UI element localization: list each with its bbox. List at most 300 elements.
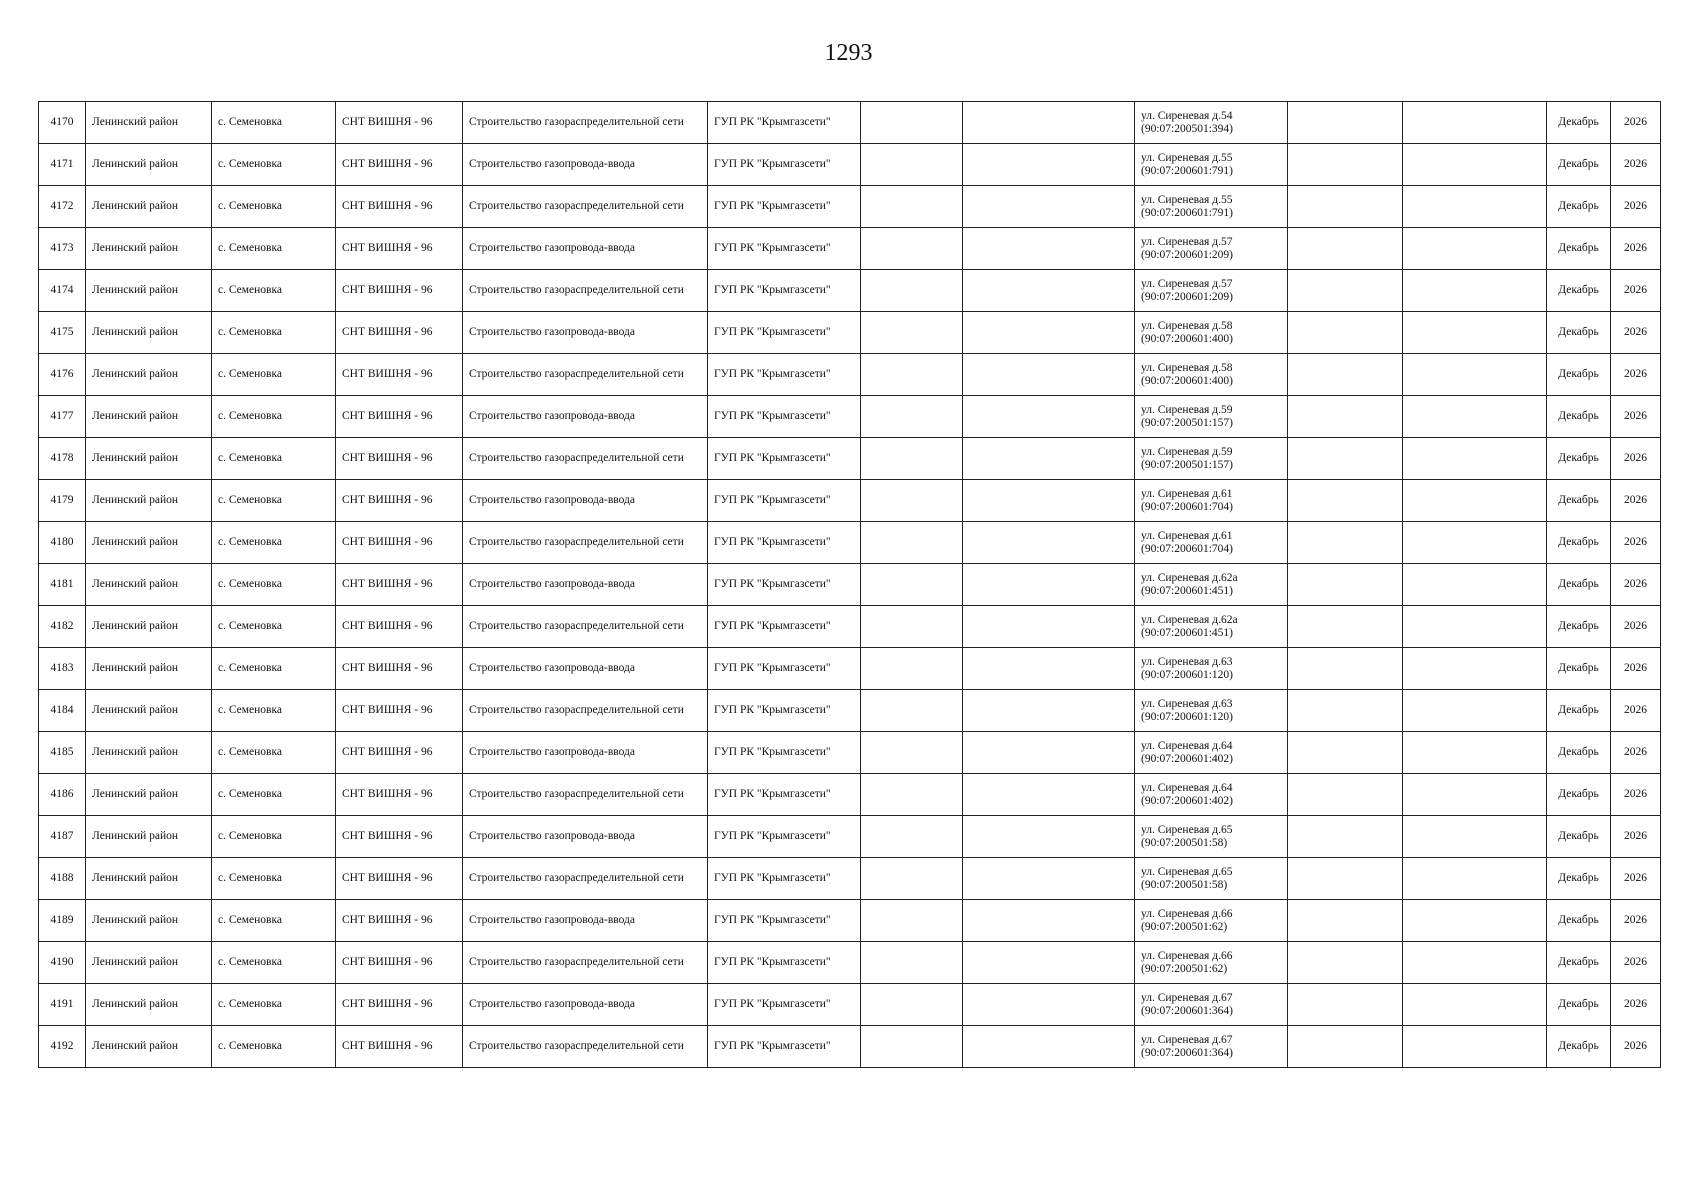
- cadastre-number: (90:07:200601:364): [1141, 1004, 1233, 1017]
- cell-empty-1: [861, 732, 963, 774]
- cell-address: [1135, 858, 1288, 900]
- cell-district: Ленинский район: [86, 648, 212, 690]
- cell-address: [1135, 732, 1288, 774]
- cadastre-number: (90:07:200501:58): [1141, 836, 1228, 849]
- cell-district: Ленинский район: [86, 942, 212, 984]
- cell-empty-3: [1288, 522, 1403, 564]
- table-row: [39, 606, 1661, 648]
- cell-empty-3: [1288, 648, 1403, 690]
- cell-object: Строительство газопровода-ввода: [463, 648, 708, 690]
- cell-empty-2: [963, 564, 1135, 606]
- cell-empty-2: [963, 858, 1135, 900]
- cell-empty-2: [963, 984, 1135, 1026]
- cell-empty-1: [861, 270, 963, 312]
- cell-empty-2: [963, 900, 1135, 942]
- cell-organization: ГУП РК "Крымгазсети": [708, 228, 861, 270]
- cadastre-number: (90:07:200501:394): [1141, 122, 1233, 135]
- cell-empty-1: [861, 522, 963, 564]
- cell-empty-4: [1403, 900, 1547, 942]
- cell-object: Строительство газопровода-ввода: [463, 732, 708, 774]
- cell-organization: ГУП РК "Крымгазсети": [708, 816, 861, 858]
- cell-village: с. Семеновка: [212, 228, 336, 270]
- cell-empty-3: [1288, 606, 1403, 648]
- cell-year: 2026: [1611, 690, 1661, 732]
- cadastre-number: (90:07:200601:791): [1141, 206, 1233, 219]
- cell-empty-3: [1288, 144, 1403, 186]
- cell-snt: СНТ ВИШНЯ - 96: [336, 186, 463, 228]
- cell-year: 2026: [1611, 984, 1661, 1026]
- address-line: ул. Сиреневая д.55: [1141, 151, 1233, 164]
- cell-year: 2026: [1611, 816, 1661, 858]
- cell-address: [1135, 228, 1288, 270]
- cell-number: 4173: [39, 228, 86, 270]
- cell-snt: СНТ ВИШНЯ - 96: [336, 816, 463, 858]
- cell-address: [1135, 606, 1288, 648]
- cell-year: 2026: [1611, 522, 1661, 564]
- cell-organization: ГУП РК "Крымгазсети": [708, 144, 861, 186]
- table-row: [39, 900, 1661, 942]
- table-row: [39, 480, 1661, 522]
- cell-empty-3: [1288, 396, 1403, 438]
- cadastre-number: (90:07:200601:209): [1141, 290, 1233, 303]
- cell-district: Ленинский район: [86, 186, 212, 228]
- cell-empty-2: [963, 312, 1135, 354]
- cell-empty-4: [1403, 984, 1547, 1026]
- cell-empty-4: [1403, 858, 1547, 900]
- cell-snt: СНТ ВИШНЯ - 96: [336, 774, 463, 816]
- cell-number: 4177: [39, 396, 86, 438]
- cell-empty-2: [963, 186, 1135, 228]
- cell-year: 2026: [1611, 270, 1661, 312]
- address-line: ул. Сиреневая д.62а: [1141, 571, 1238, 584]
- cell-empty-4: [1403, 438, 1547, 480]
- cell-address: [1135, 312, 1288, 354]
- cell-number: 4186: [39, 774, 86, 816]
- cell-snt: СНТ ВИШНЯ - 96: [336, 1026, 463, 1068]
- cell-district: Ленинский район: [86, 858, 212, 900]
- cell-month: Декабрь: [1547, 270, 1611, 312]
- cell-empty-4: [1403, 1026, 1547, 1068]
- cell-number: 4170: [39, 102, 86, 144]
- cell-number: 4171: [39, 144, 86, 186]
- cell-month: Декабрь: [1547, 900, 1611, 942]
- cell-empty-4: [1403, 102, 1547, 144]
- cell-address: [1135, 144, 1288, 186]
- cell-village: с. Семеновка: [212, 984, 336, 1026]
- cell-district: Ленинский район: [86, 270, 212, 312]
- cadastre-number: (90:07:200601:400): [1141, 374, 1233, 387]
- cell-district: Ленинский район: [86, 1026, 212, 1068]
- cadastre-number: (90:07:200501:157): [1141, 416, 1233, 429]
- cell-district: Ленинский район: [86, 480, 212, 522]
- cell-village: с. Семеновка: [212, 942, 336, 984]
- cell-month: Декабрь: [1547, 732, 1611, 774]
- cell-district: Ленинский район: [86, 312, 212, 354]
- cell-year: 2026: [1611, 1026, 1661, 1068]
- cell-empty-1: [861, 774, 963, 816]
- table-row: [39, 438, 1661, 480]
- cell-organization: ГУП РК "Крымгазсети": [708, 522, 861, 564]
- cell-object: Строительство газораспределительной сети: [463, 102, 708, 144]
- cell-empty-4: [1403, 144, 1547, 186]
- cell-empty-2: [963, 144, 1135, 186]
- cell-district: Ленинский район: [86, 228, 212, 270]
- cell-object: Строительство газораспределительной сети: [463, 186, 708, 228]
- cell-snt: СНТ ВИШНЯ - 96: [336, 984, 463, 1026]
- cell-village: с. Семеновка: [212, 648, 336, 690]
- table-row: [39, 396, 1661, 438]
- cell-number: 4189: [39, 900, 86, 942]
- cell-address: [1135, 942, 1288, 984]
- address-line: ул. Сиреневая д.55: [1141, 193, 1233, 206]
- cell-number: 4192: [39, 1026, 86, 1068]
- cell-snt: СНТ ВИШНЯ - 96: [336, 438, 463, 480]
- cell-empty-2: [963, 606, 1135, 648]
- cell-empty-4: [1403, 942, 1547, 984]
- address-line: ул. Сиреневая д.61: [1141, 529, 1233, 542]
- cell-month: Декабрь: [1547, 228, 1611, 270]
- cell-empty-1: [861, 228, 963, 270]
- cell-empty-2: [963, 438, 1135, 480]
- table-row: [39, 774, 1661, 816]
- cell-snt: СНТ ВИШНЯ - 96: [336, 648, 463, 690]
- cell-month: Декабрь: [1547, 102, 1611, 144]
- cell-object: Строительство газопровода-ввода: [463, 228, 708, 270]
- cell-empty-3: [1288, 984, 1403, 1026]
- cell-empty-1: [861, 144, 963, 186]
- cell-empty-1: [861, 564, 963, 606]
- cadastre-number: (90:07:200501:62): [1141, 920, 1228, 933]
- cell-year: 2026: [1611, 312, 1661, 354]
- cell-empty-2: [963, 690, 1135, 732]
- cell-district: Ленинский район: [86, 396, 212, 438]
- cell-village: с. Семеновка: [212, 438, 336, 480]
- cell-empty-2: [963, 396, 1135, 438]
- cell-object: Строительство газопровода-ввода: [463, 480, 708, 522]
- table-row: [39, 564, 1661, 606]
- cell-year: 2026: [1611, 480, 1661, 522]
- table-row: [39, 228, 1661, 270]
- cell-empty-2: [963, 648, 1135, 690]
- cell-organization: ГУП РК "Крымгазсети": [708, 690, 861, 732]
- cell-year: 2026: [1611, 186, 1661, 228]
- address-line: ул. Сиреневая д.66: [1141, 949, 1233, 962]
- cell-number: 4179: [39, 480, 86, 522]
- cell-district: Ленинский район: [86, 690, 212, 732]
- cell-number: 4185: [39, 732, 86, 774]
- cell-empty-3: [1288, 690, 1403, 732]
- cell-month: Декабрь: [1547, 312, 1611, 354]
- cell-month: Декабрь: [1547, 606, 1611, 648]
- cell-year: 2026: [1611, 102, 1661, 144]
- cell-organization: ГУП РК "Крымгазсети": [708, 942, 861, 984]
- cell-empty-3: [1288, 228, 1403, 270]
- cell-empty-2: [963, 942, 1135, 984]
- cell-district: Ленинский район: [86, 984, 212, 1026]
- page-number: 1293: [824, 40, 873, 66]
- cell-empty-1: [861, 606, 963, 648]
- cell-year: 2026: [1611, 564, 1661, 606]
- cell-empty-2: [963, 1026, 1135, 1068]
- cell-object: Строительство газораспределительной сети: [463, 606, 708, 648]
- table-row: [39, 312, 1661, 354]
- cell-month: Декабрь: [1547, 354, 1611, 396]
- cell-month: Декабрь: [1547, 480, 1611, 522]
- cell-number: 4190: [39, 942, 86, 984]
- address-line: ул. Сиреневая д.64: [1141, 739, 1233, 752]
- cell-year: 2026: [1611, 396, 1661, 438]
- cell-month: Декабрь: [1547, 522, 1611, 564]
- cell-village: с. Семеновка: [212, 144, 336, 186]
- cadastre-number: (90:07:200601:120): [1141, 710, 1233, 723]
- cell-empty-2: [963, 480, 1135, 522]
- cell-address: [1135, 438, 1288, 480]
- cell-village: с. Семеновка: [212, 690, 336, 732]
- cell-month: Декабрь: [1547, 1026, 1611, 1068]
- cell-year: 2026: [1611, 942, 1661, 984]
- cell-snt: СНТ ВИШНЯ - 96: [336, 312, 463, 354]
- cell-district: Ленинский район: [86, 564, 212, 606]
- cell-empty-1: [861, 1026, 963, 1068]
- cell-empty-4: [1403, 186, 1547, 228]
- address-line: ул. Сиреневая д.62а: [1141, 613, 1238, 626]
- cell-year: 2026: [1611, 438, 1661, 480]
- cell-month: Декабрь: [1547, 816, 1611, 858]
- cell-year: 2026: [1611, 774, 1661, 816]
- cell-organization: ГУП РК "Крымгазсети": [708, 732, 861, 774]
- cell-empty-1: [861, 480, 963, 522]
- cadastre-number: (90:07:200601:209): [1141, 248, 1233, 261]
- cell-empty-3: [1288, 312, 1403, 354]
- cell-empty-2: [963, 228, 1135, 270]
- cell-snt: СНТ ВИШНЯ - 96: [336, 900, 463, 942]
- address-line: ул. Сиреневая д.63: [1141, 697, 1233, 710]
- cell-number: 4178: [39, 438, 86, 480]
- cell-village: с. Семеновка: [212, 774, 336, 816]
- cell-object: Строительство газораспределительной сети: [463, 774, 708, 816]
- cell-empty-4: [1403, 522, 1547, 564]
- cell-empty-1: [861, 690, 963, 732]
- table-row: [39, 1026, 1661, 1068]
- cell-empty-3: [1288, 564, 1403, 606]
- cell-district: Ленинский район: [86, 774, 212, 816]
- cell-village: с. Семеновка: [212, 396, 336, 438]
- cell-district: Ленинский район: [86, 438, 212, 480]
- cell-organization: ГУП РК "Крымгазсети": [708, 900, 861, 942]
- cell-number: 4181: [39, 564, 86, 606]
- cell-snt: СНТ ВИШНЯ - 96: [336, 144, 463, 186]
- cell-empty-4: [1403, 648, 1547, 690]
- table-row: [39, 816, 1661, 858]
- cell-village: с. Семеновка: [212, 606, 336, 648]
- cell-object: Строительство газораспределительной сети: [463, 858, 708, 900]
- cell-snt: СНТ ВИШНЯ - 96: [336, 354, 463, 396]
- cell-empty-4: [1403, 564, 1547, 606]
- cell-empty-3: [1288, 354, 1403, 396]
- cell-empty-2: [963, 522, 1135, 564]
- cell-empty-1: [861, 648, 963, 690]
- address-line: ул. Сиреневая д.65: [1141, 865, 1233, 878]
- address-line: ул. Сиреневая д.67: [1141, 991, 1233, 1004]
- address-line: ул. Сиреневая д.61: [1141, 487, 1233, 500]
- cell-month: Декабрь: [1547, 396, 1611, 438]
- cell-address: [1135, 480, 1288, 522]
- cell-empty-1: [861, 312, 963, 354]
- cell-village: с. Семеновка: [212, 354, 336, 396]
- cell-empty-3: [1288, 186, 1403, 228]
- cell-month: Декабрь: [1547, 648, 1611, 690]
- cell-month: Декабрь: [1547, 942, 1611, 984]
- cell-village: с. Семеновка: [212, 270, 336, 312]
- cell-empty-4: [1403, 606, 1547, 648]
- cell-district: Ленинский район: [86, 354, 212, 396]
- address-line: ул. Сиреневая д.65: [1141, 823, 1233, 836]
- cell-empty-3: [1288, 480, 1403, 522]
- table-row: [39, 186, 1661, 228]
- cell-address: [1135, 270, 1288, 312]
- cell-empty-3: [1288, 900, 1403, 942]
- cadastre-number: (90:07:200601:402): [1141, 794, 1233, 807]
- cadastre-number: (90:07:200601:704): [1141, 542, 1233, 555]
- cell-empty-4: [1403, 396, 1547, 438]
- cell-object: Строительство газопровода-ввода: [463, 144, 708, 186]
- cell-empty-3: [1288, 270, 1403, 312]
- cell-address: [1135, 522, 1288, 564]
- cell-object: Строительство газопровода-ввода: [463, 984, 708, 1026]
- cell-month: Декабрь: [1547, 984, 1611, 1026]
- cell-empty-2: [963, 102, 1135, 144]
- cadastre-number: (90:07:200501:62): [1141, 962, 1228, 975]
- cell-address: [1135, 186, 1288, 228]
- cell-organization: ГУП РК "Крымгазсети": [708, 270, 861, 312]
- cadastre-number: (90:07:200601:791): [1141, 164, 1233, 177]
- cell-object: Строительство газопровода-ввода: [463, 564, 708, 606]
- cell-organization: ГУП РК "Крымгазсети": [708, 438, 861, 480]
- cell-village: с. Семеновка: [212, 522, 336, 564]
- register-table: [38, 101, 1661, 1068]
- cell-village: с. Семеновка: [212, 1026, 336, 1068]
- cell-month: Декабрь: [1547, 438, 1611, 480]
- cell-village: с. Семеновка: [212, 858, 336, 900]
- cell-empty-2: [963, 270, 1135, 312]
- cell-year: 2026: [1611, 144, 1661, 186]
- cell-address: [1135, 690, 1288, 732]
- cell-snt: СНТ ВИШНЯ - 96: [336, 858, 463, 900]
- cell-month: Декабрь: [1547, 690, 1611, 732]
- cell-empty-3: [1288, 858, 1403, 900]
- cell-empty-3: [1288, 102, 1403, 144]
- cell-address: [1135, 648, 1288, 690]
- cell-empty-4: [1403, 774, 1547, 816]
- cell-object: Строительство газопровода-ввода: [463, 312, 708, 354]
- cell-year: 2026: [1611, 354, 1661, 396]
- cell-snt: СНТ ВИШНЯ - 96: [336, 690, 463, 732]
- cell-empty-4: [1403, 480, 1547, 522]
- cell-empty-2: [963, 816, 1135, 858]
- cell-address: [1135, 102, 1288, 144]
- cadastre-number: (90:07:200601:402): [1141, 752, 1233, 765]
- cell-month: Декабрь: [1547, 858, 1611, 900]
- address-line: ул. Сиреневая д.64: [1141, 781, 1233, 794]
- cell-year: 2026: [1611, 732, 1661, 774]
- cell-year: 2026: [1611, 900, 1661, 942]
- cell-snt: СНТ ВИШНЯ - 96: [336, 102, 463, 144]
- cell-snt: СНТ ВИШНЯ - 96: [336, 396, 463, 438]
- cadastre-number: (90:07:200601:400): [1141, 332, 1233, 345]
- cell-snt: СНТ ВИШНЯ - 96: [336, 564, 463, 606]
- cell-empty-3: [1288, 942, 1403, 984]
- cell-address: [1135, 774, 1288, 816]
- cell-village: с. Семеновка: [212, 480, 336, 522]
- cell-empty-3: [1288, 816, 1403, 858]
- cell-village: с. Семеновка: [212, 186, 336, 228]
- cadastre-number: (90:07:200501:157): [1141, 458, 1233, 471]
- cell-empty-4: [1403, 732, 1547, 774]
- cell-year: 2026: [1611, 858, 1661, 900]
- cell-year: 2026: [1611, 228, 1661, 270]
- cell-snt: СНТ ВИШНЯ - 96: [336, 732, 463, 774]
- cell-empty-4: [1403, 228, 1547, 270]
- cell-organization: ГУП РК "Крымгазсети": [708, 648, 861, 690]
- cell-organization: ГУП РК "Крымгазсети": [708, 102, 861, 144]
- cell-number: 4187: [39, 816, 86, 858]
- cell-snt: СНТ ВИШНЯ - 96: [336, 606, 463, 648]
- cell-object: Строительство газораспределительной сети: [463, 942, 708, 984]
- cell-number: 4175: [39, 312, 86, 354]
- cell-empty-1: [861, 396, 963, 438]
- cell-organization: ГУП РК "Крымгазсети": [708, 984, 861, 1026]
- cell-number: 4188: [39, 858, 86, 900]
- cell-organization: ГУП РК "Крымгазсети": [708, 774, 861, 816]
- cell-object: Строительство газопровода-ввода: [463, 396, 708, 438]
- cell-address: [1135, 564, 1288, 606]
- cell-address: [1135, 900, 1288, 942]
- cell-month: Декабрь: [1547, 144, 1611, 186]
- cell-number: 4176: [39, 354, 86, 396]
- cadastre-number: (90:07:200601:364): [1141, 1046, 1233, 1059]
- table-row: [39, 144, 1661, 186]
- cell-district: Ленинский район: [86, 102, 212, 144]
- cell-number: 4172: [39, 186, 86, 228]
- cell-district: Ленинский район: [86, 732, 212, 774]
- cell-address: [1135, 1026, 1288, 1068]
- cell-empty-4: [1403, 270, 1547, 312]
- address-line: ул. Сиреневая д.63: [1141, 655, 1233, 668]
- cadastre-number: (90:07:200501:58): [1141, 878, 1228, 891]
- cell-empty-2: [963, 732, 1135, 774]
- cadastre-number: (90:07:200601:451): [1141, 584, 1233, 597]
- cell-empty-3: [1288, 1026, 1403, 1068]
- table-row: [39, 102, 1661, 144]
- address-line: ул. Сиреневая д.57: [1141, 277, 1233, 290]
- cell-empty-1: [861, 942, 963, 984]
- table-row: [39, 522, 1661, 564]
- cell-snt: СНТ ВИШНЯ - 96: [336, 228, 463, 270]
- address-line: ул. Сиреневая д.54: [1141, 109, 1233, 122]
- cell-empty-2: [963, 774, 1135, 816]
- cadastre-number: (90:07:200601:704): [1141, 500, 1233, 513]
- cell-empty-1: [861, 858, 963, 900]
- cell-object: Строительство газопровода-ввода: [463, 900, 708, 942]
- cell-empty-4: [1403, 816, 1547, 858]
- cell-empty-4: [1403, 312, 1547, 354]
- cell-village: с. Семеновка: [212, 312, 336, 354]
- cell-village: с. Семеновка: [212, 900, 336, 942]
- cell-empty-1: [861, 186, 963, 228]
- table-row: [39, 270, 1661, 312]
- cell-district: Ленинский район: [86, 816, 212, 858]
- table-row: [39, 648, 1661, 690]
